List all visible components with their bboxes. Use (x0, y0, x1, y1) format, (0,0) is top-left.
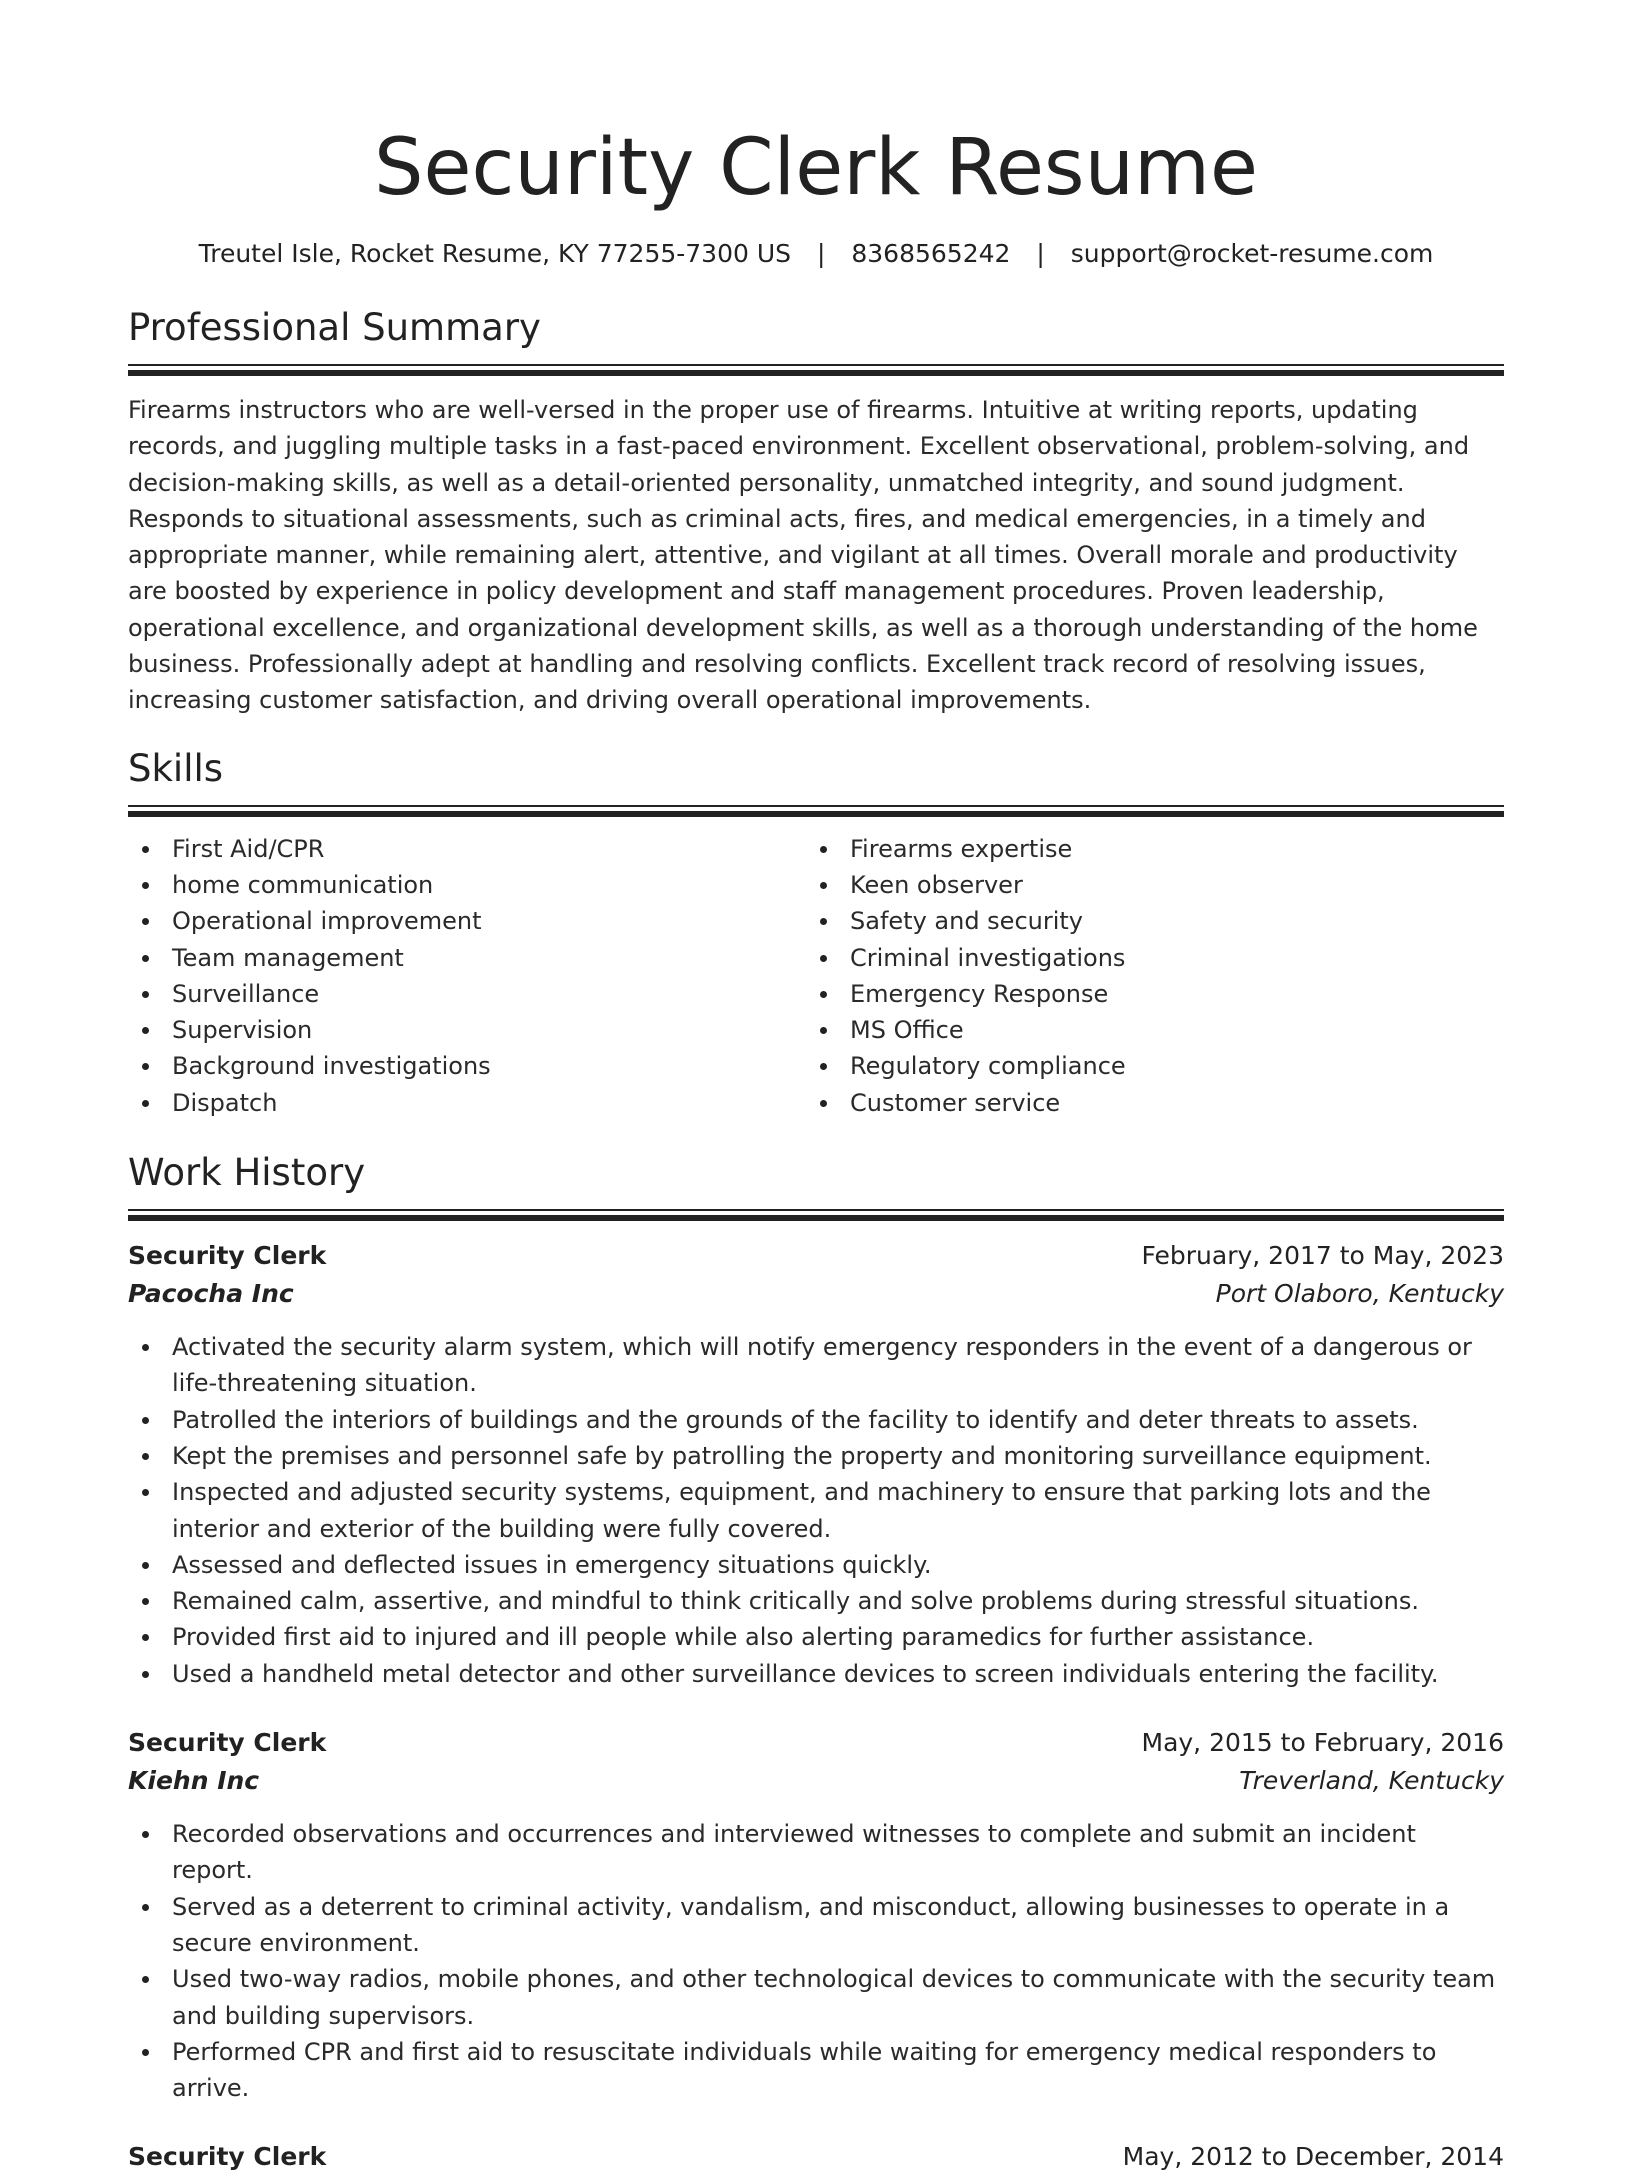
contact-email: support@rocket-resume.com (1070, 239, 1434, 268)
work-history-section (128, 1149, 1504, 2176)
job-entry (128, 1724, 1504, 2106)
duty-item: Served as a deterrent to criminal activity, vandalism, and misconduct, allowing businesses to operate in a secure environment. (128, 1889, 1504, 1962)
skill-item: MS Office (806, 1012, 1484, 1048)
skill-item: Surveillance (128, 976, 806, 1012)
contact-phone: 8368565242 (851, 239, 1011, 268)
job-header-row (128, 2138, 1504, 2176)
job-header-row (128, 1724, 1504, 1762)
duty-item: Inspected and adjusted security systems, equipment, and machinery to ensure that parking lots and the interior and exterior of the building were fully covered. (128, 1474, 1504, 1547)
skills-columns (128, 831, 1504, 1121)
duty-item: Assessed and deflected issues in emergency situations quickly. (128, 1547, 1504, 1583)
job-entry (128, 1237, 1504, 1692)
job-dates: February, 2017 to May, 2023 (1141, 1241, 1504, 1271)
skill-item: Background investigations (128, 1048, 806, 1084)
job-dates: May, 2012 to December, 2014 (1122, 2142, 1504, 2172)
skill-item: Safety and security (806, 903, 1484, 939)
section-divider (128, 1209, 1504, 1219)
job-header-row (128, 1237, 1504, 1275)
job-company: Kiehn Inc (128, 1766, 260, 1796)
job-duties (128, 1816, 1504, 2106)
skills-list-right (806, 831, 1484, 1121)
job-location: Treverland, Kentucky (1239, 1766, 1504, 1796)
duty-item: Recorded observations and occurrences and interviewed witnesses to complete and submit an incident report. (128, 1816, 1504, 1889)
skill-item: Team management (128, 940, 806, 976)
contact-separator: | (816, 239, 826, 268)
section-divider (128, 364, 1504, 374)
skill-item: Supervision (128, 1012, 806, 1048)
job-duties (128, 1329, 1504, 1692)
skill-item: Customer service (806, 1085, 1484, 1121)
contact-line (128, 234, 1504, 274)
skill-item: First Aid/CPR (128, 831, 806, 867)
duty-item: Provided first aid to injured and ill people while also alerting paramedics for further assistance. (128, 1619, 1504, 1655)
job-title: Security Clerk (128, 1728, 327, 1758)
job-company: Pacocha Inc (128, 1279, 294, 1309)
resume-title: Security Clerk Resume (374, 123, 1258, 213)
skill-item: Regulatory compliance (806, 1048, 1484, 1084)
resume-page (128, 0, 1504, 2176)
duty-item: Used a handheld metal detector and other surveillance devices to screen individuals entering the facility. (128, 1656, 1504, 1692)
duty-item: Activated the security alarm system, which will notify emergency responders in the event of a dangerous or life-threatening situation. (128, 1329, 1504, 1402)
summary-heading: Professional Summary (128, 306, 541, 349)
skill-item: Firearms expertise (806, 831, 1484, 867)
duty-item: Performed CPR and first aid to resuscitate individuals while waiting for emergency medical responders to arrive. (128, 2034, 1504, 2107)
duty-item: Kept the premises and personnel safe by patrolling the property and monitoring surveillance equipment. (128, 1438, 1504, 1474)
job-title: Security Clerk (128, 1241, 327, 1271)
skills-list-left (128, 831, 806, 1121)
job-entry (128, 2138, 1504, 2176)
skill-item: Criminal investigations (806, 940, 1484, 976)
job-subheader-row (128, 1762, 1504, 1800)
skill-item: home communication (128, 867, 806, 903)
job-title: Security Clerk (128, 2142, 327, 2172)
duty-item: Used two-way radios, mobile phones, and other technological devices to communicate with the security team and building supervisors. (128, 1961, 1504, 2034)
duty-item: Patrolled the interiors of buildings and the grounds of the facility to identify and deter threats to assets. (128, 1402, 1504, 1438)
skill-item: Keen observer (806, 867, 1484, 903)
job-dates: May, 2015 to February, 2016 (1141, 1728, 1504, 1758)
job-location: Port Olaboro, Kentucky (1215, 1279, 1504, 1309)
summary-section (128, 304, 1504, 719)
skills-section (128, 745, 1504, 1121)
duty-item: Remained calm, assertive, and mindful to think critically and solve problems during stressful situations. (128, 1583, 1504, 1619)
skill-item: Operational improvement (128, 903, 806, 939)
skill-item: Emergency Response (806, 976, 1484, 1012)
job-subheader-row (128, 1275, 1504, 1313)
skill-item: Dispatch (128, 1085, 806, 1121)
skills-heading: Skills (128, 746, 224, 790)
work-history-heading: Work History (128, 1151, 366, 1195)
summary-text: Firearms instructors who are well-versed in the proper use of firearms. Intuitive at writing reports, updating records, and juggling multiple tasks in a fast-paced environment. Excellent observational, problem-solving, and decision-making skills, as well as a detail-oriented personality, unmatched integrity, and sound judgment. Responds to situational assessments, such as criminal acts, fires, and medical emergencies, in a timely and appropriate manner, while remaining alert, attentive, and vigilant at all times. Overall morale and productivity are boosted by experience in policy development and staff management procedures. Proven leadership, operational excellence, and organizational development skills, as well as a thorough understanding of the home business. Professionally adept at handling and resolving conflicts. Excellent track record of resolving issues, increasing customer satisfaction, and driving overall operational improvements. (128, 396, 1478, 715)
contact-separator: | (1036, 239, 1045, 268)
contact-address: Treutel Isle, Rocket Resume, KY 77255-7300 US (198, 239, 792, 268)
section-divider (128, 805, 1504, 815)
